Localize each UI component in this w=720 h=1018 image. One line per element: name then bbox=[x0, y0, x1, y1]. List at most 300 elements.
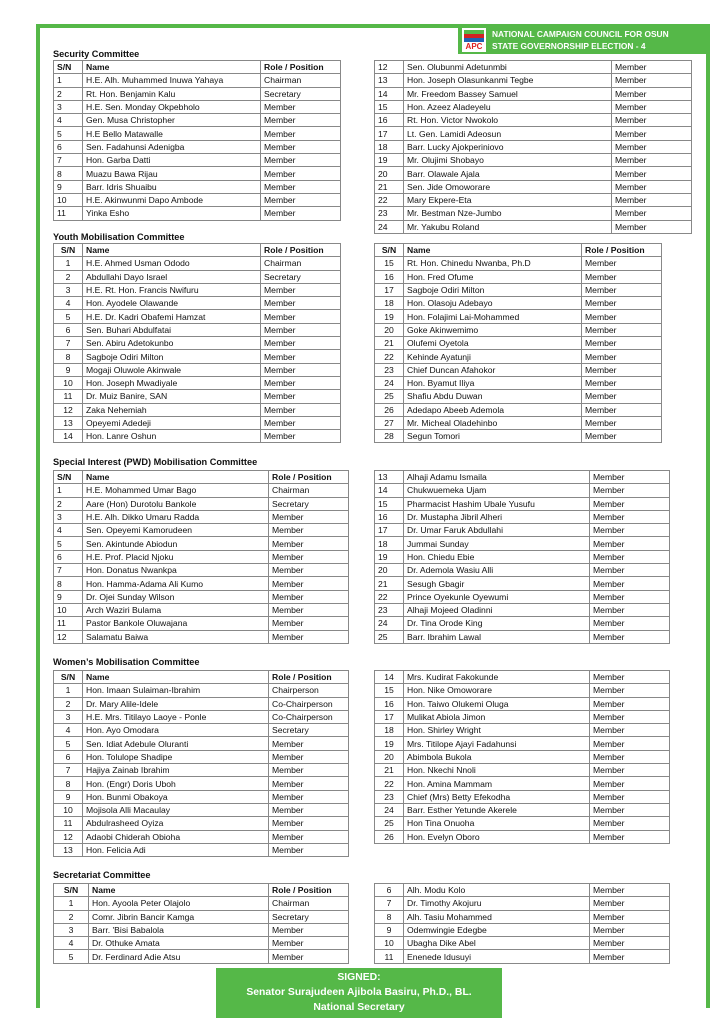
serial-number: 20 bbox=[375, 564, 404, 577]
member-role: Chairman bbox=[269, 897, 349, 910]
member-role: Member bbox=[269, 790, 349, 803]
serial-number: 2 bbox=[54, 87, 83, 100]
table-row bbox=[54, 803, 349, 816]
member-name: Dr. Ferdinard Adie Atsu bbox=[89, 950, 269, 963]
member-role: Member bbox=[261, 337, 341, 350]
member-role: Member bbox=[269, 750, 349, 763]
table-row bbox=[54, 100, 341, 113]
table-header-row bbox=[54, 884, 349, 897]
table-row bbox=[54, 724, 349, 737]
member-role: Member bbox=[261, 207, 341, 220]
serial-number: 3 bbox=[54, 283, 83, 296]
member-name: Adaobi Chiderah Obioha bbox=[83, 830, 269, 843]
member-name: Segun Tomori bbox=[404, 430, 582, 443]
column-header-name: Name bbox=[404, 244, 582, 257]
member-name: Dr. Ademola Wasiu Alli bbox=[404, 564, 590, 577]
member-role: Secretary bbox=[269, 724, 349, 737]
serial-number: 7 bbox=[54, 337, 83, 350]
member-role: Member bbox=[612, 100, 692, 113]
member-name: Barr. Idris Shuaibu bbox=[83, 180, 261, 193]
member-role: Member bbox=[590, 910, 670, 923]
table-row bbox=[54, 337, 341, 350]
serial-number: 1 bbox=[54, 74, 83, 87]
column-header-role: Role / Position bbox=[261, 61, 341, 74]
header-line-2: STATE GOVERNORSHIP ELECTION - 4 bbox=[492, 41, 646, 51]
member-role: Member bbox=[582, 323, 662, 336]
serial-number: 17 bbox=[375, 283, 404, 296]
serial-number: 12 bbox=[54, 403, 83, 416]
member-role: Member bbox=[269, 590, 349, 603]
serial-number: 25 bbox=[375, 630, 404, 643]
member-name: H.E. Prof. Placid Njoku bbox=[83, 550, 269, 563]
serial-number: 13 bbox=[54, 416, 83, 429]
member-name: Goke Akinwemimo bbox=[404, 323, 582, 336]
column-header-name: Name bbox=[89, 884, 269, 897]
member-name: Chief (Mrs) Betty Efekodha bbox=[404, 790, 590, 803]
member-role: Member bbox=[261, 180, 341, 193]
member-role: Chairman bbox=[269, 484, 349, 497]
table-header-row bbox=[375, 244, 662, 257]
member-role: Member bbox=[590, 937, 670, 950]
serial-number: 23 bbox=[375, 603, 404, 616]
member-role: Member bbox=[261, 350, 341, 363]
table-row bbox=[375, 603, 670, 616]
serial-number: 21 bbox=[375, 577, 404, 590]
table-row bbox=[54, 950, 349, 963]
member-role: Co-Chairperson bbox=[269, 710, 349, 723]
serial-number: 23 bbox=[375, 207, 404, 220]
table-header-row bbox=[54, 471, 349, 484]
member-role: Member bbox=[261, 283, 341, 296]
table-row bbox=[375, 910, 670, 923]
member-role: Member bbox=[269, 630, 349, 643]
section-title: Security Committee bbox=[53, 49, 140, 59]
serial-number: 1 bbox=[54, 257, 83, 270]
member-name: Pharmacist Hashim Ubale Yusufu bbox=[404, 497, 590, 510]
table-row bbox=[54, 630, 349, 643]
member-name: Dr. Mary Alile-Idele bbox=[83, 697, 269, 710]
table-row bbox=[54, 403, 341, 416]
member-name: Kehinde Ayatunji bbox=[404, 350, 582, 363]
logo-text: APC bbox=[465, 42, 483, 51]
table-row bbox=[54, 937, 349, 950]
table-row bbox=[54, 510, 349, 523]
table-row bbox=[54, 790, 349, 803]
member-name: H.E. Dr. Kadri Obafemi Hamzat bbox=[83, 310, 261, 323]
table-row bbox=[54, 843, 349, 856]
member-name: Hon. Felicia Adi bbox=[83, 843, 269, 856]
table-row bbox=[375, 220, 692, 233]
member-name: Comr. Jibrin Bancir Kamga bbox=[89, 910, 269, 923]
member-role: Member bbox=[590, 737, 670, 750]
serial-number: 26 bbox=[375, 403, 404, 416]
member-role: Member bbox=[590, 603, 670, 616]
member-role: Member bbox=[612, 87, 692, 100]
member-role: Member bbox=[590, 803, 670, 816]
member-name: Shafiu Abdu Duwan bbox=[404, 390, 582, 403]
member-name: Mr. Yakubu Roland bbox=[404, 220, 612, 233]
member-role: Member bbox=[582, 297, 662, 310]
signed-label: SIGNED: bbox=[337, 972, 381, 983]
member-name: Pastor Bankole Oluwajana bbox=[83, 617, 269, 630]
member-name: Prince Oyekunle Oyewumi bbox=[404, 590, 590, 603]
table-row bbox=[54, 390, 341, 403]
member-role: Member bbox=[261, 127, 341, 140]
member-name: Arch Waziri Bulama bbox=[83, 603, 269, 616]
member-name: Sagboje Odiri Milton bbox=[83, 350, 261, 363]
member-role: Member bbox=[269, 923, 349, 936]
column-header-name: Name bbox=[83, 471, 269, 484]
table-row bbox=[54, 350, 341, 363]
serial-number: 23 bbox=[375, 790, 404, 803]
serial-number: 13 bbox=[375, 74, 404, 87]
table-row bbox=[375, 897, 670, 910]
member-name: Hon. Folajimi Lai-Mohammed bbox=[404, 310, 582, 323]
member-role: Member bbox=[590, 630, 670, 643]
serial-number: 16 bbox=[375, 697, 404, 710]
serial-number: 5 bbox=[54, 310, 83, 323]
member-name: Hon. Shirley Wright bbox=[404, 724, 590, 737]
member-role: Member bbox=[261, 140, 341, 153]
member-role: Member bbox=[612, 207, 692, 220]
serial-number: 7 bbox=[54, 764, 83, 777]
member-role: Member bbox=[590, 577, 670, 590]
table-row bbox=[375, 167, 692, 180]
serial-number: 10 bbox=[54, 376, 83, 389]
member-name: Hon. Ayo Omodara bbox=[83, 724, 269, 737]
serial-number: 19 bbox=[375, 550, 404, 563]
serial-number: 18 bbox=[375, 297, 404, 310]
member-name: Rt. Hon. Chinedu Nwanba, Ph.D bbox=[404, 257, 582, 270]
table-row bbox=[54, 167, 341, 180]
column-header-sn: S/N bbox=[54, 61, 83, 74]
serial-number: 8 bbox=[54, 777, 83, 790]
table-row bbox=[54, 710, 349, 723]
table-row bbox=[375, 550, 670, 563]
member-name: Hon. Fred Ofume bbox=[404, 270, 582, 283]
table-row bbox=[375, 74, 692, 87]
member-role: Member bbox=[590, 564, 670, 577]
serial-number: 27 bbox=[375, 416, 404, 429]
member-role: Member bbox=[590, 897, 670, 910]
member-name: Sesugh Gbagir bbox=[404, 577, 590, 590]
column-header-sn: S/N bbox=[54, 471, 83, 484]
table-row bbox=[54, 87, 341, 100]
table-row bbox=[54, 257, 341, 270]
serial-number: 1 bbox=[54, 897, 89, 910]
member-role: Member bbox=[269, 510, 349, 523]
member-role: Member bbox=[590, 817, 670, 830]
member-role: Member bbox=[269, 617, 349, 630]
table-row bbox=[54, 564, 349, 577]
member-role: Member bbox=[261, 416, 341, 429]
member-name: Odemwingie Edegbe bbox=[404, 923, 590, 936]
member-role: Member bbox=[612, 114, 692, 127]
table-row bbox=[375, 564, 670, 577]
member-name: Lt. Gen. Lamidi Adeosun bbox=[404, 127, 612, 140]
table-row bbox=[54, 310, 341, 323]
table-row bbox=[375, 950, 670, 963]
serial-number: 9 bbox=[54, 363, 83, 376]
serial-number: 9 bbox=[54, 180, 83, 193]
member-name: H.E. Sen. Monday Okpebholo bbox=[83, 100, 261, 113]
table-row bbox=[375, 697, 670, 710]
table-row bbox=[375, 830, 670, 843]
table-row bbox=[54, 590, 349, 603]
header-line-1: NATIONAL CAMPAIGN COUNCIL FOR OSUN bbox=[492, 29, 669, 39]
campaign-header bbox=[458, 26, 708, 54]
member-role: Secretary bbox=[269, 497, 349, 510]
member-role: Member bbox=[269, 817, 349, 830]
serial-number: 7 bbox=[54, 564, 83, 577]
serial-number: 15 bbox=[375, 257, 404, 270]
serial-number: 14 bbox=[375, 671, 404, 684]
serial-number: 19 bbox=[375, 154, 404, 167]
member-name: Jummai Sunday bbox=[404, 537, 590, 550]
member-name: Sen. Opeyemi Kamorudeen bbox=[83, 524, 269, 537]
table-row bbox=[375, 270, 662, 283]
serial-number: 4 bbox=[54, 937, 89, 950]
serial-number: 2 bbox=[54, 910, 89, 923]
member-name: Barr. Esther Yetunde Akerele bbox=[404, 803, 590, 816]
table-row bbox=[375, 777, 670, 790]
member-role: Member bbox=[261, 390, 341, 403]
member-name: Rt. Hon. Victor Nwokolo bbox=[404, 114, 612, 127]
serial-number: 7 bbox=[54, 154, 83, 167]
member-role: Member bbox=[590, 764, 670, 777]
table-row bbox=[375, 484, 670, 497]
table-row bbox=[375, 510, 670, 523]
serial-number: 20 bbox=[375, 750, 404, 763]
member-name: Hajiya Zainab Ibrahim bbox=[83, 764, 269, 777]
column-header-role: Role / Position bbox=[269, 884, 349, 897]
member-role: Member bbox=[582, 390, 662, 403]
serial-number: 13 bbox=[375, 471, 404, 484]
right-committee-table bbox=[374, 470, 670, 644]
serial-number: 22 bbox=[375, 350, 404, 363]
right-committee-table bbox=[374, 243, 662, 443]
member-name: H.E. Mohammed Umar Bago bbox=[83, 484, 269, 497]
member-role: Member bbox=[590, 923, 670, 936]
member-name: Mr. Bestman Nze-Jumbo bbox=[404, 207, 612, 220]
member-role: Member bbox=[590, 550, 670, 563]
table-row bbox=[54, 830, 349, 843]
member-role: Member bbox=[261, 430, 341, 443]
serial-number: 10 bbox=[375, 937, 404, 950]
member-name: Sen. Jide Omoworare bbox=[404, 180, 612, 193]
table-row bbox=[375, 376, 662, 389]
serial-number: 9 bbox=[375, 923, 404, 936]
member-role: Member bbox=[590, 950, 670, 963]
member-role: Member bbox=[582, 416, 662, 429]
serial-number: 25 bbox=[375, 817, 404, 830]
member-name: Dr. Timothy Akojuru bbox=[404, 897, 590, 910]
serial-number: 24 bbox=[375, 803, 404, 816]
table-row bbox=[375, 750, 670, 763]
serial-number: 21 bbox=[375, 337, 404, 350]
member-name: Abdullahi Dayo Israel bbox=[83, 270, 261, 283]
member-name: Mrs. Kudirat Fakokunde bbox=[404, 671, 590, 684]
column-header-sn: S/N bbox=[54, 244, 83, 257]
member-name: Mr. Freedom Bassey Samuel bbox=[404, 87, 612, 100]
table-row bbox=[54, 127, 341, 140]
member-role: Member bbox=[590, 750, 670, 763]
member-role: Member bbox=[269, 764, 349, 777]
left-committee-table bbox=[53, 243, 341, 443]
member-name: Hon Tina Onuoha bbox=[404, 817, 590, 830]
member-name: Abdulrasheed Oyiza bbox=[83, 817, 269, 830]
serial-number: 11 bbox=[54, 207, 83, 220]
member-role: Member bbox=[582, 403, 662, 416]
member-role: Member bbox=[582, 310, 662, 323]
apc-logo-icon bbox=[462, 28, 486, 52]
member-name: Mrs. Titilope Ajayi Fadahunsi bbox=[404, 737, 590, 750]
table-row bbox=[54, 923, 349, 936]
serial-number: 22 bbox=[375, 777, 404, 790]
member-name: Rt. Hon. Benjamin Kalu bbox=[83, 87, 261, 100]
member-name: Hon. Tolulope Shadipe bbox=[83, 750, 269, 763]
table-row bbox=[375, 416, 662, 429]
table-row bbox=[375, 764, 670, 777]
member-role: Member bbox=[269, 737, 349, 750]
serial-number: 1 bbox=[54, 484, 83, 497]
serial-number: 5 bbox=[54, 950, 89, 963]
serial-number: 3 bbox=[54, 510, 83, 523]
member-name: Hon. Joseph Olasunkanmi Tegbe bbox=[404, 74, 612, 87]
signatory-title: National Secretary bbox=[313, 1002, 405, 1013]
member-role: Member bbox=[269, 537, 349, 550]
table-row bbox=[375, 350, 662, 363]
column-header-role: Role / Position bbox=[269, 471, 349, 484]
member-role: Member bbox=[590, 684, 670, 697]
member-role: Member bbox=[261, 167, 341, 180]
member-role: Co-Chairperson bbox=[269, 697, 349, 710]
table-row bbox=[375, 684, 670, 697]
table-row bbox=[54, 297, 341, 310]
serial-number: 18 bbox=[375, 724, 404, 737]
table-row bbox=[375, 193, 692, 206]
member-role: Member bbox=[582, 257, 662, 270]
table-row bbox=[54, 140, 341, 153]
member-role: Member bbox=[582, 350, 662, 363]
member-name: Gen. Musa Christopher bbox=[83, 114, 261, 127]
member-name: Chief Duncan Afahokor bbox=[404, 363, 582, 376]
table-row bbox=[54, 193, 341, 206]
member-name: Mulikat Abiola Jimon bbox=[404, 710, 590, 723]
serial-number: 24 bbox=[375, 376, 404, 389]
table-row bbox=[375, 524, 670, 537]
member-name: Sen. Fadahunsi Adenigba bbox=[83, 140, 261, 153]
column-header-sn: S/N bbox=[54, 671, 83, 684]
member-name: Mr. Micheal Oladehinbo bbox=[404, 416, 582, 429]
table-row bbox=[375, 283, 662, 296]
member-role: Member bbox=[582, 430, 662, 443]
table-row bbox=[375, 257, 662, 270]
member-name: Sen. Abiru Adetokunbo bbox=[83, 337, 261, 350]
table-row bbox=[54, 897, 349, 910]
member-role: Member bbox=[261, 376, 341, 389]
serial-number: 5 bbox=[54, 737, 83, 750]
member-role: Member bbox=[612, 127, 692, 140]
member-role: Member bbox=[269, 577, 349, 590]
table-row bbox=[375, 140, 692, 153]
member-role: Member bbox=[590, 884, 670, 897]
serial-number: 24 bbox=[375, 617, 404, 630]
table-row bbox=[375, 471, 670, 484]
member-role: Member bbox=[612, 61, 692, 74]
member-role: Member bbox=[261, 363, 341, 376]
member-role: Member bbox=[590, 724, 670, 737]
member-name: Hon. Olasoju Adebayo bbox=[404, 297, 582, 310]
table-row bbox=[375, 363, 662, 376]
serial-number: 6 bbox=[54, 323, 83, 336]
serial-number: 14 bbox=[54, 430, 83, 443]
table-row bbox=[375, 537, 670, 550]
serial-number: 3 bbox=[54, 923, 89, 936]
member-name: Hon. Taiwo Olukemi Oluga bbox=[404, 697, 590, 710]
table-header-row bbox=[54, 671, 349, 684]
serial-number: 6 bbox=[54, 140, 83, 153]
member-name: Dr. Umar Faruk Abdullahi bbox=[404, 524, 590, 537]
serial-number: 9 bbox=[54, 590, 83, 603]
signatory-name: Senator Surajudeen Ajibola Basiru, Ph.D., BL. bbox=[246, 987, 472, 998]
table-row bbox=[54, 764, 349, 777]
member-name: Alhaji Adamu Ismaila bbox=[404, 471, 590, 484]
member-name: Muazu Bawa Rijau bbox=[83, 167, 261, 180]
serial-number: 16 bbox=[375, 270, 404, 283]
left-committee-table bbox=[53, 883, 349, 964]
member-name: Hon. Nkechi Nnoli bbox=[404, 764, 590, 777]
member-role: Member bbox=[261, 403, 341, 416]
member-role: Member bbox=[612, 154, 692, 167]
member-role: Member bbox=[582, 376, 662, 389]
member-name: Hon. Joseph Mwadiyale bbox=[83, 376, 261, 389]
table-row bbox=[375, 403, 662, 416]
member-role: Member bbox=[269, 950, 349, 963]
member-name: Hon. Evelyn Oboro bbox=[404, 830, 590, 843]
member-role: Member bbox=[269, 550, 349, 563]
table-row bbox=[54, 180, 341, 193]
member-name: Sen. Idiat Adebule Oluranti bbox=[83, 737, 269, 750]
table-row bbox=[54, 737, 349, 750]
table-row bbox=[54, 497, 349, 510]
serial-number: 22 bbox=[375, 193, 404, 206]
table-row bbox=[375, 817, 670, 830]
member-name: H.E. Alh. Dikko Umaru Radda bbox=[83, 510, 269, 523]
serial-number: 15 bbox=[375, 497, 404, 510]
member-role: Member bbox=[582, 283, 662, 296]
table-row bbox=[375, 923, 670, 936]
serial-number: 12 bbox=[54, 830, 83, 843]
member-role: Member bbox=[261, 114, 341, 127]
table-row bbox=[54, 617, 349, 630]
serial-number: 4 bbox=[54, 114, 83, 127]
right-committee-table bbox=[374, 883, 670, 964]
table-row bbox=[54, 154, 341, 167]
column-header-role: Role / Position bbox=[582, 244, 662, 257]
member-name: H.E. Alh. Muhammed Inuwa Yahaya bbox=[83, 74, 261, 87]
member-role: Member bbox=[590, 830, 670, 843]
member-role: Member bbox=[269, 603, 349, 616]
member-name: Alhaji Mojeed Oladinni bbox=[404, 603, 590, 616]
serial-number: 1 bbox=[54, 684, 83, 697]
serial-number: 7 bbox=[375, 897, 404, 910]
table-row bbox=[54, 550, 349, 563]
member-role: Secretary bbox=[269, 910, 349, 923]
member-role: Member bbox=[590, 617, 670, 630]
serial-number: 6 bbox=[375, 884, 404, 897]
member-name: Dr. Othuke Amata bbox=[89, 937, 269, 950]
